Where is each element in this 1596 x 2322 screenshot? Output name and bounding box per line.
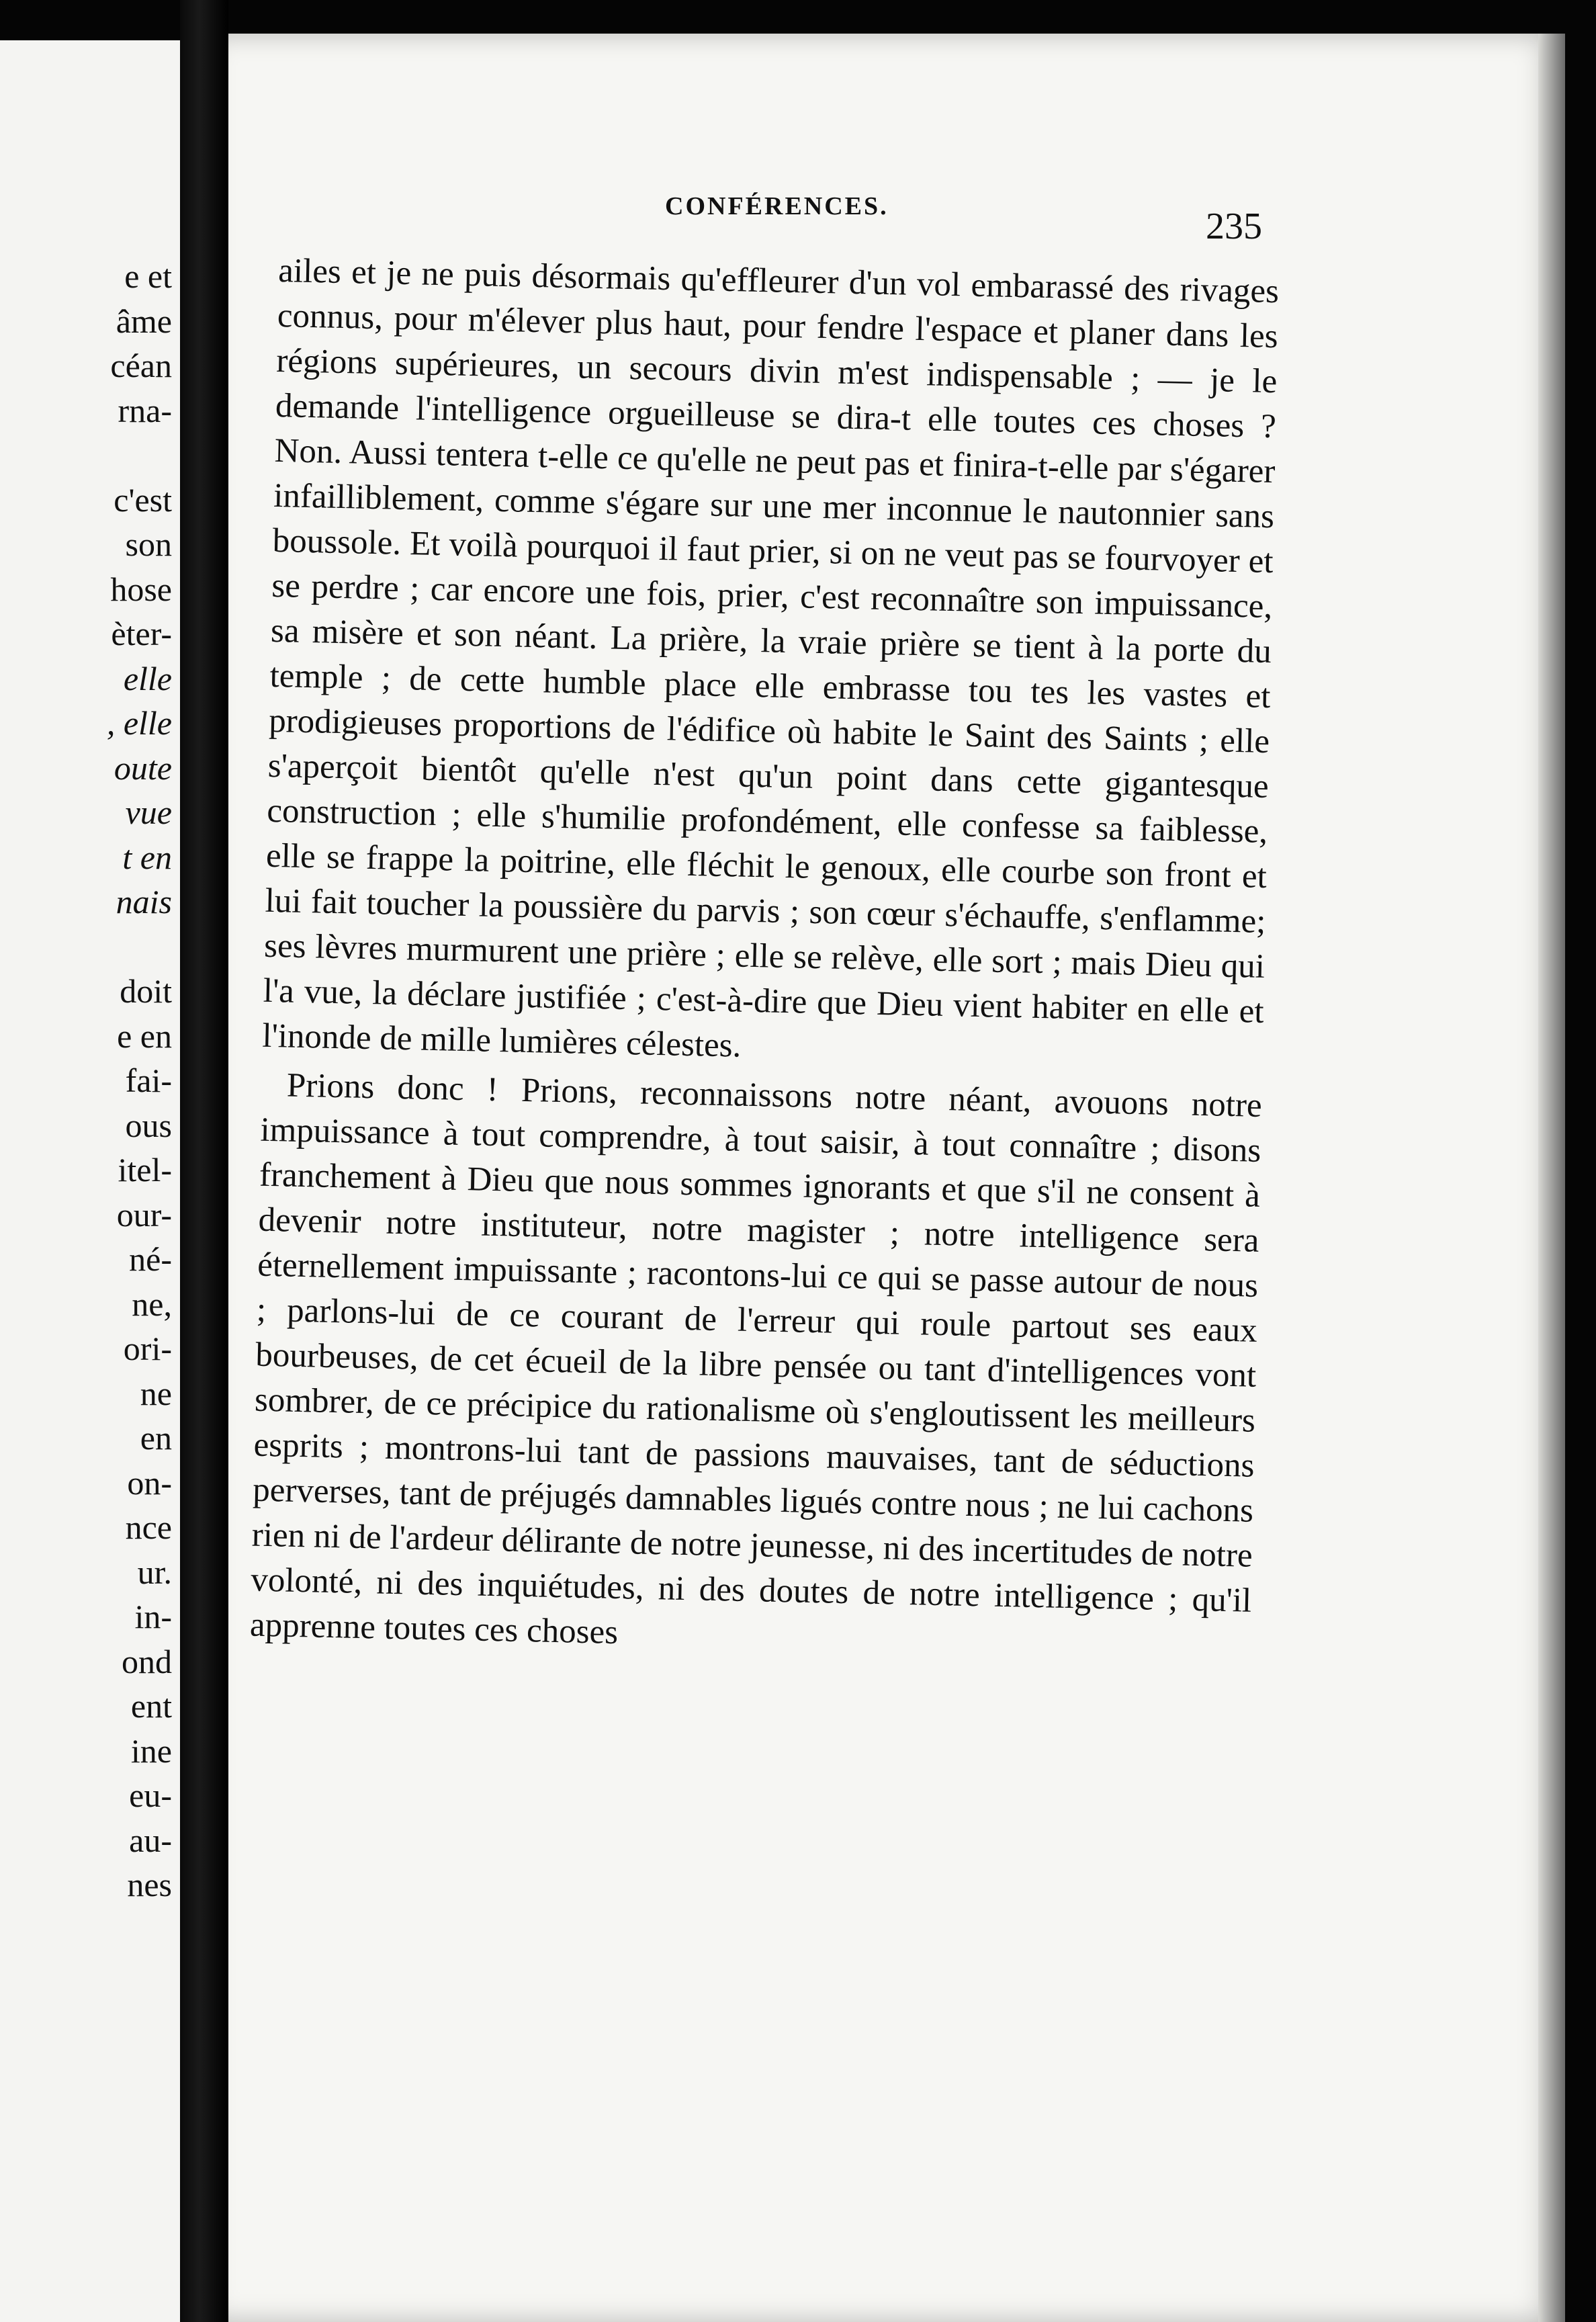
left-fragment: nais — [116, 883, 172, 920]
left-fragment: on- — [127, 1463, 172, 1502]
left-fragment: e et — [124, 257, 172, 295]
body-text — [249, 249, 1279, 1669]
left-fragment: âme — [116, 302, 172, 340]
left-fragment: doit — [120, 972, 172, 1010]
running-head: CONFÉRENCES. — [665, 192, 889, 220]
left-fragment: céan — [110, 347, 172, 384]
main-page — [228, 34, 1565, 2322]
left-fragment: en — [140, 1419, 172, 1457]
left-fragment: ne, — [132, 1285, 172, 1323]
left-fragment: èter- — [111, 615, 172, 652]
left-fragment: eu- — [129, 1776, 172, 1814]
book-gutter — [180, 0, 228, 2322]
left-page-text-fragments — [107, 254, 172, 1907]
left-fragment: t en — [122, 838, 172, 876]
left-fragment: in- — [134, 1598, 172, 1635]
left-fragment: ur. — [137, 1553, 172, 1591]
left-fragment: nes — [127, 1866, 172, 1903]
left-fragment: , elle — [106, 704, 172, 742]
left-fragment: vue — [125, 793, 172, 831]
left-fragment: itel- — [118, 1151, 172, 1189]
left-fragment: elle — [123, 659, 172, 697]
left-fragment: oute — [114, 748, 172, 787]
left-fragment: nce — [125, 1508, 172, 1546]
left-facing-page — [0, 40, 180, 2322]
left-fragment: ond — [122, 1642, 172, 1680]
left-fragment: ine — [130, 1731, 172, 1770]
left-fragment: ous — [125, 1106, 172, 1144]
left-fragment: hose — [110, 570, 172, 608]
left-fragment: fai- — [125, 1062, 172, 1099]
paragraph: Prions donc ! Prions, reconnaissons notre néant, avouons notre impuissance à tout comprendre, à tout saisir, à tout connaître ; disons franchement à Dieu que nous sommes ignorants et que s'il ne consent à devenir notre instituteur, notre magister ; notre intelligence sera éternellement impuissante ; racontons-lui ce qui se passe autour de nous ; parlons-lui de ce courant de l'erreur qui roule partout ses eaux bourbeuses, de cet écueil de la libre pensée ou tant d'intelligences vont sombrer, de ce précipice du rationalisme où s'engloutissent les meilleurs esprits ; montrons-lui tant de passions mauvaises, tant de séductions perverses, tant de préjugés damnables ligués contre nous ; ne lui cachons rien ni de l'ardeur délirante de notre jeunesse, ni des incertitudes de notre volonté, ni des inquiétudes, ni des doutes de notre intelligence ; qu'il apprenne toutes ces choses — [249, 1066, 1263, 1652]
paragraph: ailes et je ne puis désormais qu'effleurer d'un vol embarassé des rivages connus, pour m'élever plus haut, pour fendre l'espace et planer dans les régions supérieures, un secours divin m'est indispensable ; — je le demande l'intelligence orgueilleuse se dira-t elle toutes ces choses ? Non. Aussi tentera t-elle ce qu'elle ne peut pas et finira-t-elle par s'égarer infailliblement, comme s'égare sur une mer inconnue le nautonnier sans boussole. Et voilà pourquoi il faut prier, si on ne veut pas se fourvoyer et se perdre ; car encore une fois, prier, c'est reconnaître son impuissance, sa misère et son néant. La prière, la vraie prière se tient à la porte du temple ; de cette humble place elle embrasse tou tes les vastes et prodigieuses proportions de l'édifice où habite le Saint des Saints ; elle s'aperçoit bientôt qu'elle n'est qu'un point dans cette gigantesque construction ; elle s'humilie profondément, elle confesse sa faiblesse, elle se frappe la poitrine, elle fléchit le genoux, elle courbe son front et lui fait toucher la poussière du parvis ; son cœur s'échauffe, s'enflamme; ses lèvres murmurent une prière ; elle se relève, elle sort ; mais Dieu qui l'a vue, la déclare justifiée ; c'est-à-dire que Dieu vient habiter en elle et l'inonde de mille lumières célestes. — [261, 251, 1280, 1065]
left-fragment — [107, 924, 172, 970]
left-fragment: our- — [116, 1195, 172, 1234]
left-fragment: e en — [117, 1017, 172, 1055]
left-fragment: né- — [129, 1240, 172, 1278]
left-fragment: ne — [140, 1374, 172, 1412]
left-fragment: au- — [129, 1821, 172, 1859]
left-fragment — [107, 433, 172, 478]
left-fragment: rna- — [118, 391, 172, 429]
left-fragment: ori- — [123, 1330, 172, 1367]
left-fragment: ent — [130, 1687, 172, 1725]
left-fragment: c'est — [114, 480, 172, 519]
left-fragment: son — [125, 525, 172, 563]
page-edge-shadow — [1538, 34, 1565, 2322]
page-number: 235 — [1206, 206, 1262, 247]
